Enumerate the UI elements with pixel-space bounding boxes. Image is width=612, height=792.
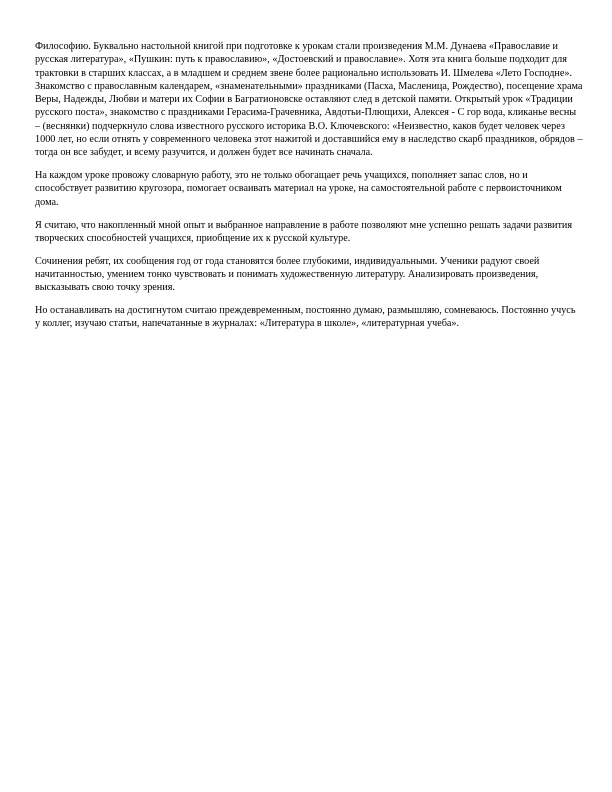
- paragraph-2: На каждом уроке провожу словарную работу, это не только обогащает речь учащихся, пополняет запас слов, но и способствует развитию кругозора, помогает осваивать материал на уроке, на самостоятельной работе с первоисточником дома.: [35, 170, 562, 208]
- paragraph-5: Но останавливать на достигнутом считаю преждевременным, постоянно думаю, размышляю, сомневаюсь. Постоянно учусь у коллег, изучаю статьи, напечатанные в журналах: «Литература в школе», «литературная учеба».: [35, 305, 576, 330]
- paragraph-4: Сочинения ребят, их сообщения год от года становятся более глубокими, индивидуальными. Ученики радуют своей начитанностью, умением тонко чувствовать и понимать художественную литературу. Анализировать произведения, высказывать свою точку зрения.: [35, 255, 540, 294]
- paragraph-3: Я считаю, что накопленный мной опыт и выбранное направление в работе позволяют мне успешно решать задачи развития творческих способностей учащихся, приобщение их к русской культуре.: [35, 219, 573, 244]
- paragraph-1: Философию. Буквально настольной книгой при подготовке к урокам стали произведения М.М. Дунаева «Православие и русская литература», «Пушкин: путь к православию», «Достоевский и православие». Хотя эта книга больше подходит для трактовки в старших классах, а в младшем и среднем звене более рационально использовать И. Шмелева «Лето Господне». Знакомство с православным календарем, «знаменательными» праздниками (Пасха, Масленица, Рождество), посещение храма Веры, Надежды, Любви и матери их Софии в Багратионовске оставляют след в детской памяти. Открытый урок «Традиции русского поста», знакомство с праздниками Герасима-Грачевника, Авдотьи-Плющихи, Алексея - С гор вода, кликанье весны – (веснянки) подчеркнуло слова известного русского историка В.О. Ключевского: «Неизвестно, каков будет человек через 1000 лет, но если отнять у современного человека этот нажитой и доставшийся ему в наследство скарб праздников, обрядов – тогда он все забудет, и всему разучится, и должен будет все начинать сначала.: [35, 41, 583, 159]
- document-body: [35, 40, 583, 340]
